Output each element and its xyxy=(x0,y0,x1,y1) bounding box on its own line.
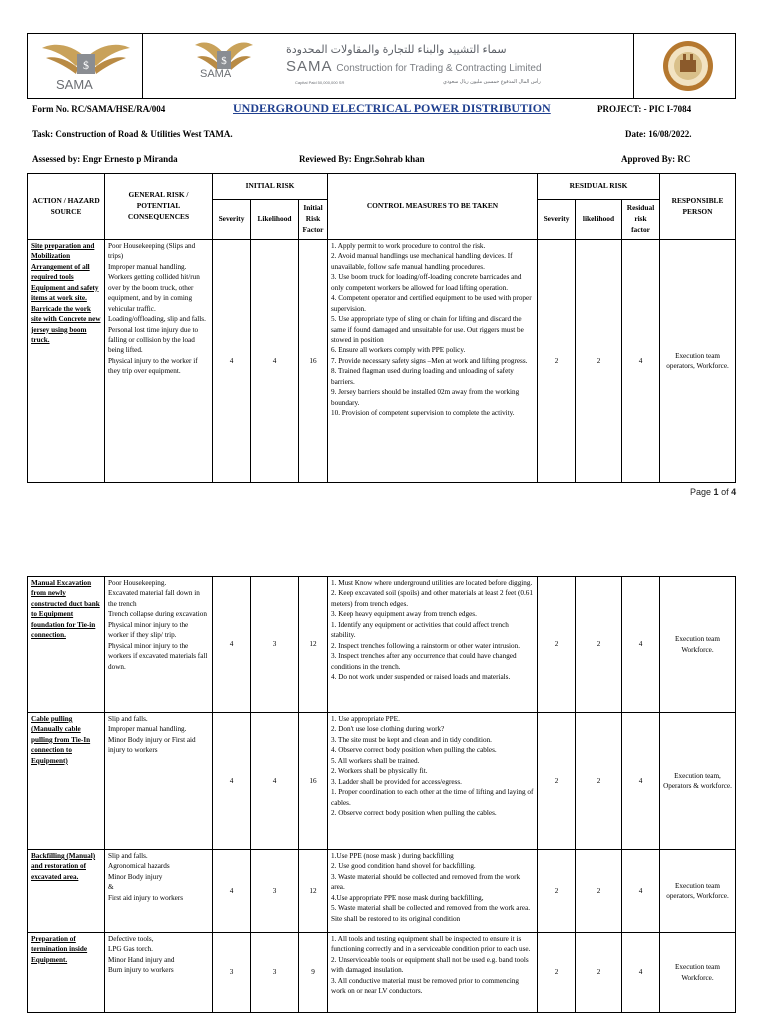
control-line: 4. Competent operator and certified equipment to be used with proper supervision. xyxy=(331,294,532,313)
risk-line: Burn injury to workers xyxy=(108,966,174,975)
risk-line: Improper manual handling. xyxy=(108,262,187,271)
task-description: Task: Construction of Road & Utilities West TAMA. xyxy=(32,129,233,139)
control-line: 4.Use appropriate PPE nose mask during backfilling, xyxy=(331,893,484,902)
risk-cell xyxy=(105,577,213,713)
residual-likelihood-cell: 2 xyxy=(576,713,622,850)
control-line: 8. Trained flagman used during loading and unloading of safety barriers. xyxy=(331,367,514,386)
residual-severity-cell: 2 xyxy=(538,713,576,850)
action-cell: Backfilling (Manual) and restoration of excavated area. xyxy=(28,850,105,933)
risk-cell xyxy=(105,850,213,933)
table-row xyxy=(28,577,736,713)
risk-line: Loading/offloading, slip and falls. xyxy=(108,315,206,324)
col-header-action: ACTION / HAZARD SOURCE xyxy=(28,174,105,240)
center-logo-cell xyxy=(143,34,634,98)
control-measures-cell xyxy=(328,240,538,483)
left-logo-cell xyxy=(28,34,143,98)
risk-assessment-table-page1 xyxy=(27,173,736,483)
control-measures-cell xyxy=(328,577,538,713)
initial-factor-cell: 9 xyxy=(299,933,328,1013)
action-cell: Preparation of termination inside Equipment. xyxy=(28,933,105,1013)
residual-severity-cell: 2 xyxy=(538,933,576,1013)
risk-line: Minor Body injury or First aid injury to workers xyxy=(108,735,196,755)
risk-assessment-table-page2 xyxy=(27,576,736,1013)
risk-line: Physical minor injury to the worker if they slip/ trip. xyxy=(108,620,189,640)
page-current: 1 xyxy=(713,487,719,497)
control-line: Site shall be restored to its original condition xyxy=(331,914,461,923)
arabic-company-name: سماء التشييد والبناء للتجارة والمقاولات المحدودة xyxy=(286,44,507,56)
col-header-residual-risk: RESIDUAL RISK xyxy=(538,174,660,200)
responsible-cell: Execution team Workforce. xyxy=(660,933,736,1013)
risk-line: & xyxy=(108,883,114,892)
risk-line: First aid injury to workers xyxy=(108,893,184,902)
risk-line: Trench collapse during excavation xyxy=(108,610,207,619)
control-measures-cell xyxy=(328,933,538,1013)
col-header-responsible: RESPONSIBLE PERSON xyxy=(660,174,736,240)
svg-text:$: $ xyxy=(83,58,89,72)
col-header-control-measures: CONTROL MEASURES TO BE TAKEN xyxy=(328,174,538,240)
initial-factor-cell: 12 xyxy=(299,577,328,713)
col-header-initial-factor: Initial Risk Factor xyxy=(299,200,328,240)
initial-severity-cell: 4 xyxy=(213,240,251,483)
control-line: 1.Use PPE (nose mask ) during backfilling xyxy=(331,852,454,860)
form-number: Form No. RC/SAMA/HSE/RA/004 xyxy=(32,104,166,114)
control-line: 2. Don't use lose clothing during work? xyxy=(331,725,445,734)
residual-factor-cell: 4 xyxy=(622,577,660,713)
svg-text:$: $ xyxy=(221,55,227,67)
risk-cell xyxy=(105,240,213,483)
right-seal-cell xyxy=(634,34,737,98)
assessed-by: Assessed by: Engr Ernesto p Miranda xyxy=(32,154,178,164)
control-line: 3. Waste material should be collected and removed from the work area. xyxy=(331,872,521,892)
wings-logo-icon xyxy=(36,40,136,82)
control-line: 1. Must Know where underground utilities are located before digging. xyxy=(331,579,533,587)
control-line: 4. Observe correct body position when pulling the cables. xyxy=(331,746,497,755)
risk-cell xyxy=(105,713,213,850)
initial-severity-cell: 3 xyxy=(213,933,251,1013)
col-header-res-likelihood: likelihood xyxy=(576,200,622,240)
control-line: 10. Provision of competent supervision to complete the activity. xyxy=(331,409,515,417)
company-name-main: SAMA xyxy=(286,58,333,75)
residual-likelihood-cell: 2 xyxy=(576,933,622,1013)
risk-line: Agronomical hazards xyxy=(108,862,170,871)
initial-factor-cell: 16 xyxy=(299,713,328,850)
residual-likelihood-cell: 2 xyxy=(576,577,622,713)
risk-line: Excavated material fall down in the trench xyxy=(108,589,200,608)
initial-likelihood-cell: 3 xyxy=(251,577,299,713)
responsible-cell: Execution team, Operators & workforce. xyxy=(660,713,736,850)
page-label: Page xyxy=(690,487,712,497)
col-header-res-severity: Severity xyxy=(538,200,576,240)
risk-line: Improper manual handling. xyxy=(108,725,187,734)
control-line: 2. Observe correct body position when pulling the cables. xyxy=(331,808,497,817)
risk-line: Personal lost time injury due to falling or collision by the load being lifted. xyxy=(108,325,199,355)
control-line: 9. Jersey barriers should be installed 02m away from the working boundary. xyxy=(331,388,520,407)
control-line: 3. Keep heavy equipment away from trench edges. xyxy=(331,610,477,619)
company-header xyxy=(27,33,736,99)
control-measures-cell xyxy=(328,713,538,850)
initial-likelihood-cell: 3 xyxy=(251,850,299,933)
control-line: 1. Use appropriate PPE. xyxy=(331,715,400,723)
initial-likelihood-cell: 4 xyxy=(251,713,299,850)
table-row xyxy=(28,933,736,1013)
initial-likelihood-cell: 3 xyxy=(251,933,299,1013)
col-header-initial-risk: INITIAL RISK xyxy=(213,174,328,200)
control-line: 3. The site must be kept and clean and in tidy condition. xyxy=(331,735,492,744)
control-line: 1. All tools and testing equipment shall be inspected to ensure it is functioning correctly and in a serviceable condition prior to each use. xyxy=(331,935,531,954)
risk-line: Physical injury to the worker if they trip over equipment. xyxy=(108,356,198,376)
page-number xyxy=(690,487,736,497)
arabic-capital-line: رأس المال المدفوع خمسين مليون ريال سعودي xyxy=(443,79,541,85)
risk-line: Defective tools, xyxy=(108,935,154,943)
residual-factor-cell: 4 xyxy=(622,850,660,933)
residual-factor-cell: 4 xyxy=(622,933,660,1013)
control-line: 2. Keep excavated soil (spoils) and other materials at least 2 feet (0.61 meters) from trench edges. xyxy=(331,589,533,608)
responsible-cell: Execution team operators, Workforce. xyxy=(660,850,736,933)
risk-line: Workers getting collided hit/run over by the boom truck, other equipment, and by in coming vehicular traffic. xyxy=(108,273,200,313)
risk-line: Slip and falls. xyxy=(108,852,148,860)
initial-likelihood-cell: 4 xyxy=(251,240,299,483)
residual-likelihood-cell: 2 xyxy=(576,850,622,933)
risk-line: Minor Body injury xyxy=(108,872,163,881)
approved-by: Approved By: RC xyxy=(621,154,691,164)
residual-factor-cell: 4 xyxy=(622,713,660,850)
control-line: 2. Unserviceable tools or equipment shall not be used e.g. band tools with damaged insulation. xyxy=(331,955,529,975)
control-line: 3. All conductive material must be removed prior to commencing work on or near LV conductors. xyxy=(331,976,520,996)
company-name xyxy=(286,58,542,75)
risk-cell xyxy=(105,933,213,1013)
control-line: 3. Inspect trenches after any occurrence that could have changed conditions in the trench. xyxy=(331,652,517,671)
col-header-general-risk: GENERAL RISK / POTENTIAL CONSEQUENCES xyxy=(105,174,213,240)
table-row xyxy=(28,240,736,483)
col-header-likelihood: Likelihood xyxy=(251,200,299,240)
control-line: 6. Ensure all workers comply with PPE policy. xyxy=(331,346,466,355)
col-header-severity: Severity xyxy=(213,200,251,240)
control-line: 3. Use boom truck for loading/off-loading concrete barricades and only competent workers be allowed for load lifting operation. xyxy=(331,273,522,292)
risk-line: Slip and falls. xyxy=(108,715,148,723)
initial-severity-cell: 4 xyxy=(213,850,251,933)
company-name-rest: Construction for Trading & Contracting Limited xyxy=(336,63,542,74)
control-line: 5. Waste material shall be collected and removed from the work area. xyxy=(331,904,531,913)
table-row xyxy=(28,713,736,850)
table-row xyxy=(28,850,736,933)
residual-severity-cell: 2 xyxy=(538,240,576,483)
project-number: PROJECT: - PIC I-7084 xyxy=(597,104,692,114)
col-header-res-factor: Residual risk factor xyxy=(622,200,660,240)
control-line: 1. Apply permit to work procedure to control the risk. xyxy=(331,242,486,250)
risk-line: Minor Hand injury and xyxy=(108,955,175,964)
capital-line: Capital Paid 50,000,000 SR xyxy=(295,80,345,85)
risk-line: Poor Housekeeping. xyxy=(108,579,167,587)
page-total: 4 xyxy=(731,487,737,497)
control-line: 2. Avoid manual handlings use mechanical handling devices. If unavailable, follow safe manual handling procedures. xyxy=(331,252,513,271)
residual-severity-cell: 2 xyxy=(538,850,576,933)
residual-likelihood-cell: 2 xyxy=(576,240,622,483)
initial-factor-cell: 16 xyxy=(299,240,328,483)
document-title: UNDERGROUND ELECTRICAL POWER DISTRIBUTION xyxy=(233,101,551,115)
control-line: 2. Use good condition hand shovel for backfilling. xyxy=(331,862,476,871)
initial-severity-cell: 4 xyxy=(213,713,251,850)
risk-line: Physical minor injury to the workers if excavated materials fall down. xyxy=(108,641,208,671)
residual-factor-cell: 4 xyxy=(622,240,660,483)
action-cell: Manual Excavation from newly constructed duct bank to Equipment foundation for Tie-in connection. xyxy=(28,577,105,713)
responsible-cell: Execution team Workforce. xyxy=(660,577,736,713)
government-seal-icon xyxy=(662,40,714,92)
control-line: 1. Identify any equipment or activities that could affect trench stability. xyxy=(331,620,509,640)
risk-line: LPG Gas torch. xyxy=(108,945,153,954)
control-line: 5. Use appropriate type of sling or chain for lifting and discard the same if found damaged and unsuitable for use. Out riggers must be stowed in position xyxy=(331,315,524,344)
risk-line: Poor Housekeeping (Slips and trips) xyxy=(108,242,196,261)
control-line: 5. All workers shall be trained. xyxy=(331,756,420,765)
residual-severity-cell: 2 xyxy=(538,577,576,713)
control-line: 4. Do not work under suspended or raised loads and materials. xyxy=(331,672,511,681)
action-cell: Site preparation and Mobilization Arrangement of all required tools Equipment and safety items at work site. Barricade the work site with Concrete new jersey using boom truck. xyxy=(28,240,105,483)
responsible-cell: Execution team operators, Workforce. xyxy=(660,240,736,483)
center-logo-text: SAMA xyxy=(200,68,232,80)
initial-factor-cell: 12 xyxy=(299,850,328,933)
reviewed-by: Reviewed By: Engr.Sohrab khan xyxy=(299,154,425,164)
action-cell: Cable pulling (Manually cable pulling from Tie-In connection to Equipment) xyxy=(28,713,105,850)
control-line: 7. Provide necessary safety signs –Men at work and lifting progress. xyxy=(331,356,528,365)
control-line: 2. Workers shall be physically fit. xyxy=(331,767,428,776)
initial-severity-cell: 4 xyxy=(213,577,251,713)
document-date: Date: 16/08/2022. xyxy=(625,129,692,139)
page-of: of xyxy=(721,487,729,497)
control-line: 3. Ladder shall be provided for access/egress. xyxy=(331,777,462,786)
control-measures-cell xyxy=(328,850,538,933)
left-logo-text: SAMA xyxy=(56,77,93,92)
control-line: 2. Inspect trenches following a rainstorm or other water intrusion. xyxy=(331,641,521,650)
control-line: 1. Proper coordination to each other at the time of lifting and laying of cables. xyxy=(331,788,534,807)
